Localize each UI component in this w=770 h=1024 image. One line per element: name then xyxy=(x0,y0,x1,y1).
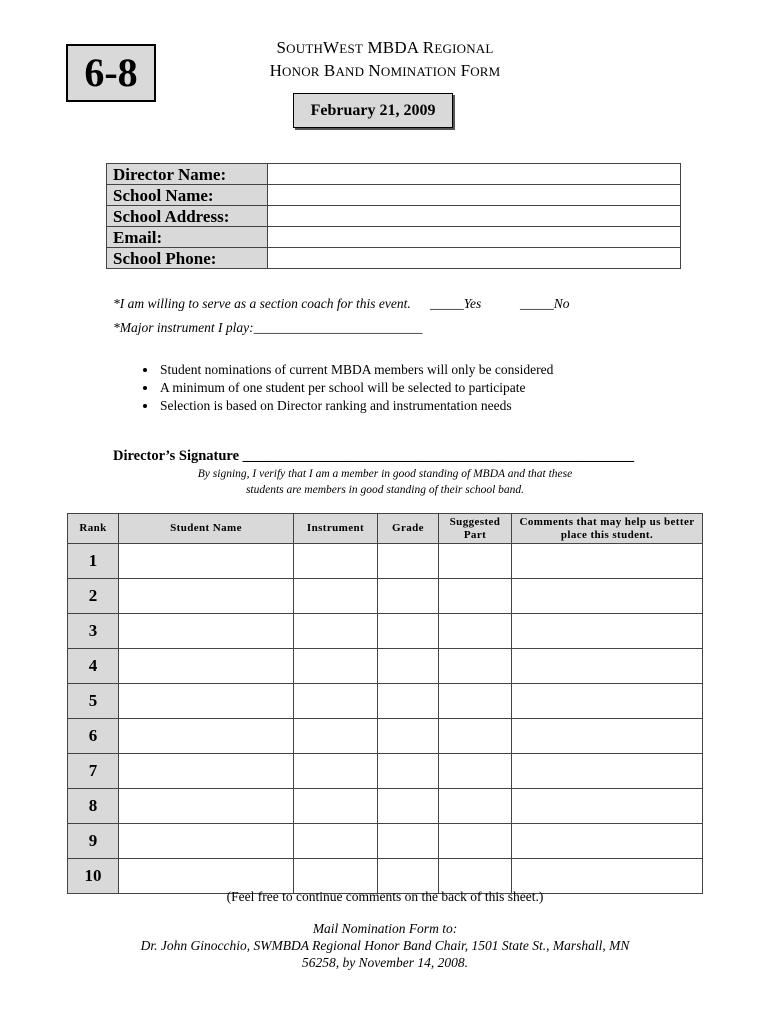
rank-header: Rank xyxy=(68,514,119,544)
instrument-cell[interactable] xyxy=(294,544,378,579)
suggested-part-cell[interactable] xyxy=(439,824,512,859)
grade-cell[interactable] xyxy=(378,719,439,754)
student-name-cell[interactable] xyxy=(119,684,294,719)
instrument-header: Instrument xyxy=(294,514,378,544)
grade-cell[interactable] xyxy=(378,614,439,649)
mail-instructions-line1: Mail Nomination Form to: xyxy=(312,921,458,936)
rank-cell: 4 xyxy=(68,649,119,684)
comments-cell[interactable] xyxy=(512,544,703,579)
school-phone-field[interactable] xyxy=(268,248,681,269)
student-name-cell[interactable] xyxy=(119,649,294,684)
table-row xyxy=(68,579,703,614)
rank-cell: 2 xyxy=(68,579,119,614)
form-date: February 21, 2009 xyxy=(293,93,453,128)
table-row xyxy=(68,684,703,719)
instrument-cell[interactable] xyxy=(294,614,378,649)
mail-instructions-line3: 56258, by November 14, 2008. xyxy=(301,955,469,970)
signature-note-line2: students are members in good standing of their school band. xyxy=(245,484,525,496)
instrument-cell[interactable] xyxy=(294,684,378,719)
grade-cell[interactable] xyxy=(378,649,439,684)
student-name-cell[interactable] xyxy=(119,544,294,579)
student-name-header: Student Name xyxy=(119,514,294,544)
major-instrument-line[interactable]: *Major instrument I play:_________________________ xyxy=(113,320,423,335)
suggested-part-cell[interactable] xyxy=(439,789,512,824)
suggested-part-cell[interactable] xyxy=(439,684,512,719)
rank-cell: 5 xyxy=(68,684,119,719)
rank-cell: 9 xyxy=(68,824,119,859)
student-name-cell[interactable] xyxy=(119,754,294,789)
comments-cell[interactable] xyxy=(512,614,703,649)
comments-header: Comments that may help us better place this student. xyxy=(512,514,703,544)
school-name-label: School Name: xyxy=(107,185,268,206)
table-row xyxy=(68,824,703,859)
list-item: • Selection is based on Director ranking and instrumentation needs xyxy=(158,397,553,415)
nomination-notes-list xyxy=(118,361,553,415)
table-row xyxy=(68,614,703,649)
school-address-field[interactable] xyxy=(268,206,681,227)
suggested-part-cell[interactable] xyxy=(439,544,512,579)
student-name-cell[interactable] xyxy=(119,614,294,649)
comments-cell[interactable] xyxy=(512,719,703,754)
coach-yes-blank[interactable]: _____Yes xyxy=(430,296,482,311)
instrument-cell[interactable] xyxy=(294,579,378,614)
grade-cell[interactable] xyxy=(378,684,439,719)
signature-note-line1: By signing, I verify that I am a member in good standing of MBDA and that these xyxy=(197,468,573,480)
comments-cell[interactable] xyxy=(512,649,703,684)
continue-note: (Feel free to continue comments on the back of this sheet.) xyxy=(226,889,544,904)
rank-cell: 6 xyxy=(68,719,119,754)
list-item: • Student nominations of current MBDA members will only be considered xyxy=(158,361,553,379)
director-info-table xyxy=(106,163,681,269)
student-name-cell[interactable] xyxy=(119,824,294,859)
form-title-line2: HONOR BAND NOMINATION FORM xyxy=(269,61,501,80)
suggested-part-cell[interactable] xyxy=(439,754,512,789)
instrument-cell[interactable] xyxy=(294,719,378,754)
instrument-cell[interactable] xyxy=(294,789,378,824)
school-address-label: School Address: xyxy=(107,206,268,227)
director-signature-line[interactable]: Director’s Signature ______________________________________________________ xyxy=(113,448,635,464)
email-field[interactable] xyxy=(268,227,681,248)
grade-header: Grade xyxy=(378,514,439,544)
suggested-part-cell[interactable] xyxy=(439,719,512,754)
grade-cell[interactable] xyxy=(378,579,439,614)
suggested-part-cell[interactable] xyxy=(439,614,512,649)
nominations-table xyxy=(67,513,703,894)
coach-no-blank[interactable]: _____No xyxy=(520,296,570,311)
rank-cell: 3 xyxy=(68,614,119,649)
instrument-cell[interactable] xyxy=(294,824,378,859)
grade-cell[interactable] xyxy=(378,544,439,579)
comments-cell[interactable] xyxy=(512,684,703,719)
suggested-part-cell[interactable] xyxy=(439,579,512,614)
student-name-cell[interactable] xyxy=(119,719,294,754)
rank-cell: 7 xyxy=(68,754,119,789)
table-row xyxy=(68,789,703,824)
email-label: Email: xyxy=(107,227,268,248)
comments-cell[interactable] xyxy=(512,824,703,859)
student-name-cell[interactable] xyxy=(119,579,294,614)
table-row xyxy=(68,544,703,579)
instrument-cell[interactable] xyxy=(294,649,378,684)
director-name-field[interactable] xyxy=(268,164,681,185)
table-row xyxy=(68,754,703,789)
instrument-cell[interactable] xyxy=(294,754,378,789)
grade-cell[interactable] xyxy=(378,754,439,789)
director-name-label: Director Name: xyxy=(107,164,268,185)
school-phone-label: School Phone: xyxy=(107,248,268,269)
list-item: • A minimum of one student per school will be selected to participate xyxy=(158,379,553,397)
form-title-line1: SOUTHWEST MBDA REGIONAL xyxy=(276,38,494,57)
school-name-field[interactable] xyxy=(268,185,681,206)
mail-instructions-line2: Dr. John Ginocchio, SWMBDA Regional Honor Band Chair, 1501 State St., Marshall, MN xyxy=(140,938,630,953)
grade-level-box: 6-8 xyxy=(66,44,156,102)
coach-question: *I am willing to serve as a section coach for this event. xyxy=(113,296,411,311)
table-row xyxy=(68,649,703,684)
grade-cell[interactable] xyxy=(378,789,439,824)
suggested-part-cell[interactable] xyxy=(439,649,512,684)
suggested-part-header: Suggested Part xyxy=(439,514,512,544)
comments-cell[interactable] xyxy=(512,754,703,789)
rank-cell: 10 xyxy=(68,859,119,894)
rank-cell: 1 xyxy=(68,544,119,579)
comments-cell[interactable] xyxy=(512,579,703,614)
comments-cell[interactable] xyxy=(512,789,703,824)
grade-cell[interactable] xyxy=(378,824,439,859)
rank-cell: 8 xyxy=(68,789,119,824)
table-row xyxy=(68,719,703,754)
student-name-cell[interactable] xyxy=(119,789,294,824)
